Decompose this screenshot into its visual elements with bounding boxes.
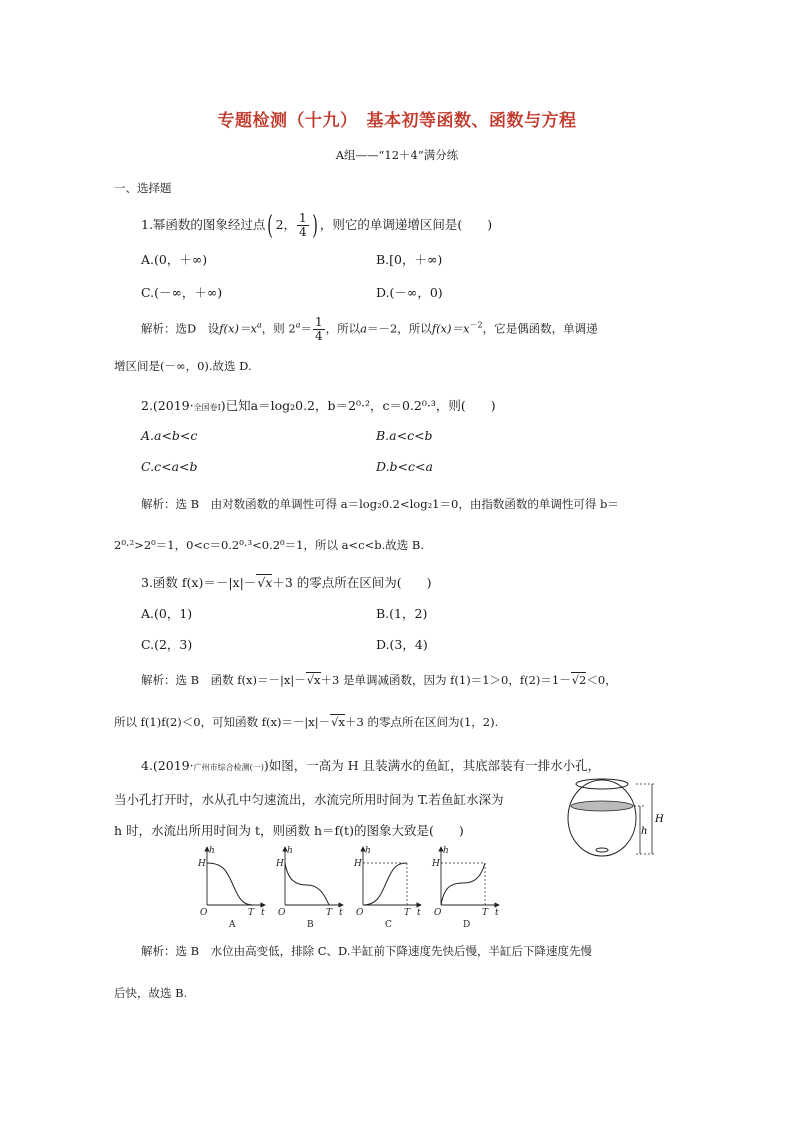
graph-c-curve xyxy=(363,863,407,905)
graph-b-label: B xyxy=(307,920,314,930)
q2-option-a: A.a<b<c xyxy=(141,428,198,443)
graph-b-label-h: h xyxy=(287,846,293,856)
q1-fraction-num: 1 xyxy=(299,211,307,225)
drain-hole xyxy=(596,848,608,852)
q3-sol1-sqrt1-x: x xyxy=(314,673,321,687)
q1-sol-i: －2 xyxy=(469,320,483,330)
graph-b-curve xyxy=(285,863,329,905)
graph-b-label-H: H xyxy=(276,859,284,869)
q1-sol-e: ，所以 xyxy=(325,321,361,336)
q1-sol-d: ＝ xyxy=(300,321,312,336)
graph-b-label-T: T xyxy=(326,908,333,918)
q4-line1: )如图，一高为 H 且装满水的鱼缸，其底部装有一排水小孔， xyxy=(263,758,601,773)
q1-fraction-den: 4 xyxy=(299,225,307,239)
graph-d-label: D xyxy=(463,920,471,930)
fish-tank-figure xyxy=(564,776,668,862)
q3-sol2-b: ＋3 的零点所在区间为(1，2). xyxy=(345,715,499,729)
q3-option-a: A.(0，1) xyxy=(141,606,193,621)
question-2-stem xyxy=(141,396,496,414)
question-4-line-3: h 时，水流出所用时间为 t，则函数 h＝f(t)的图象大致是( ) xyxy=(114,823,464,838)
q3-sol2-sqrt-x: x xyxy=(338,715,345,729)
graph-d-label-t: t xyxy=(495,908,499,918)
q1-sol-g: ＝－2，所以 xyxy=(366,321,432,336)
graph-a-label-T: T xyxy=(248,908,255,918)
q2-option-b: B.a<c<b xyxy=(376,428,433,443)
q1-option-d: D.(－∞，0) xyxy=(376,285,443,300)
graph-c-label-H: H xyxy=(354,859,362,869)
q1-solution-line-1 xyxy=(141,316,598,343)
graph-c-label-t: t xyxy=(417,908,421,918)
q3-sol2-a: 所以 f(1)f(2)＜0，可知函数 f(x)＝－|x|－ xyxy=(114,715,331,729)
graph-d-label-O: O xyxy=(434,908,442,918)
q2-option-d: D.b<c<a xyxy=(376,459,433,474)
graph-d-label-H: H xyxy=(432,859,440,869)
graph-c-label-O: O xyxy=(356,908,364,918)
q4-num: 4.(2019· xyxy=(141,758,194,773)
question-4-line-2: 当小孔打开时，水从孔中匀速流出，水流完所用时间为 T.若鱼缸水深为 xyxy=(114,792,504,807)
page-subtitle: A组——“12＋4”满分练 xyxy=(335,148,459,162)
graph-a-label-H: H xyxy=(198,859,206,869)
q1-option-a: A.(0，＋∞) xyxy=(141,252,208,267)
q4-solution-line-2: 后快，故选 B. xyxy=(114,986,188,1000)
left-paren: ( xyxy=(267,210,274,241)
graph-a-label: A xyxy=(229,920,236,930)
q1-sol-exp-a1: a xyxy=(256,320,262,330)
q4-solution-line-1: 解析：选 B 水位由高变低，排除 C、D.半缸前下降速度先快后慢，半缸后下降速度先慢 xyxy=(141,944,593,958)
water-surface xyxy=(571,801,633,811)
tank-body xyxy=(568,780,636,856)
q2-source: 全国卷Ⅰ xyxy=(193,403,221,412)
graph-options xyxy=(195,845,499,931)
page-title: 专题检测（十九） 基本初等函数、函数与方程 xyxy=(217,111,577,131)
q1-post: ，则它的单调递增区间是( ) xyxy=(319,217,493,232)
q2-solution-line-2: 2⁰·²>2⁰＝1，0<c＝0.2⁰·³<0.2⁰＝1，所以 a<c<b.故选 B. xyxy=(114,538,424,552)
q1-sol-fraction-den: 4 xyxy=(314,329,323,343)
q3-sol1-b: ＋3 是单调减函数，因为 f(1)＝1＞0，f(2)＝1－ xyxy=(320,673,571,687)
graph-a-label-O: O xyxy=(200,908,208,918)
q1-option-b: B.[0，＋∞) xyxy=(376,252,443,267)
q3-sol2-sqrt: √x xyxy=(331,715,345,729)
q3-stem-b: ＋3 的零点所在区间为( ) xyxy=(272,575,432,590)
graph-a-curve xyxy=(207,863,253,905)
q3-sol1-a: 解析：选 B 函数 f(x)＝－|x|－ xyxy=(141,673,306,687)
q3-sol1-sqrt2: √2 xyxy=(571,673,587,687)
graph-c-label-T: T xyxy=(404,908,411,918)
q1-solution-line-2: 增区间是(－∞，0).故选 D. xyxy=(114,359,252,373)
q1-sol-h: f(x)＝x xyxy=(431,321,470,336)
graph-b-label-t: t xyxy=(339,908,343,918)
question-4-line-1 xyxy=(141,756,600,774)
graph-d-curve xyxy=(441,863,485,905)
q3-stem-sqrt-x: x xyxy=(265,575,273,590)
tank-label-H: H xyxy=(655,814,664,825)
q3-sol1-sqrt2-x: 2 xyxy=(579,673,587,687)
q3-stem-sqrt: √x xyxy=(257,575,273,590)
graph-c-label-h: h xyxy=(365,846,371,856)
q2-stem: )已知a＝log₂0.2，b＝2⁰·²，c＝0.2⁰·³，则( ) xyxy=(220,398,496,413)
q3-sol1-sqrt1: √x xyxy=(306,673,321,687)
q2-solution-line-1: 解析：选 B 由对数函数的单调性可得 a＝log₂0.2<log₂1＝0，由指数函数的单调性可得 b＝ xyxy=(141,497,619,511)
right-paren: ) xyxy=(311,210,318,241)
graph-d-label-T: T xyxy=(482,908,489,918)
question-1-stem xyxy=(141,212,492,239)
q1-fraction xyxy=(297,212,309,239)
q1-pre: 1.幂函数的图象经过点 xyxy=(141,217,266,232)
graph-c-label: C xyxy=(385,920,392,930)
q1-sol-a: 解析：选D 设 xyxy=(141,321,220,336)
section-heading: 一、选择题 xyxy=(114,181,172,195)
q3-stem-a: 3.函数 f(x)＝－|x|－ xyxy=(141,575,257,590)
graph-a-label-t: t xyxy=(261,908,265,918)
graph-a-label-h: h xyxy=(209,846,215,856)
q3-solution-line-1 xyxy=(141,672,617,688)
graph-d-label-h: h xyxy=(443,846,449,856)
q2-option-c: C.c<a<b xyxy=(141,459,198,474)
q1-point-a: 2， xyxy=(275,217,297,232)
q2-num: 2.(2019· xyxy=(141,398,194,413)
q1-sol-fraction xyxy=(313,316,325,343)
q1-sol-exp-a2: a xyxy=(295,320,301,330)
q1-option-c: C.(－∞，＋∞) xyxy=(141,285,223,300)
q3-option-b: B.(1，2) xyxy=(376,606,428,621)
q1-sol-j: ，它是偶函数，单调递 xyxy=(482,321,598,336)
tank-label-h: h xyxy=(641,826,648,837)
q3-sol1-c: ＜0， xyxy=(586,673,617,687)
q1-sol-fraction-num: 1 xyxy=(314,315,323,329)
q1-sol-f: a xyxy=(360,321,367,336)
q4-source: 广州市综合检测(一) xyxy=(193,763,264,772)
q3-solution-line-2 xyxy=(114,714,498,730)
graph-b-label-O: O xyxy=(278,908,286,918)
q3-option-c: C.(2，3) xyxy=(141,637,193,652)
q1-sol-c: ，则 2 xyxy=(261,321,296,336)
q3-option-d: D.(3，4) xyxy=(376,637,428,652)
question-3-stem xyxy=(141,573,432,591)
q1-sol-b: f(x)＝x xyxy=(219,321,257,336)
